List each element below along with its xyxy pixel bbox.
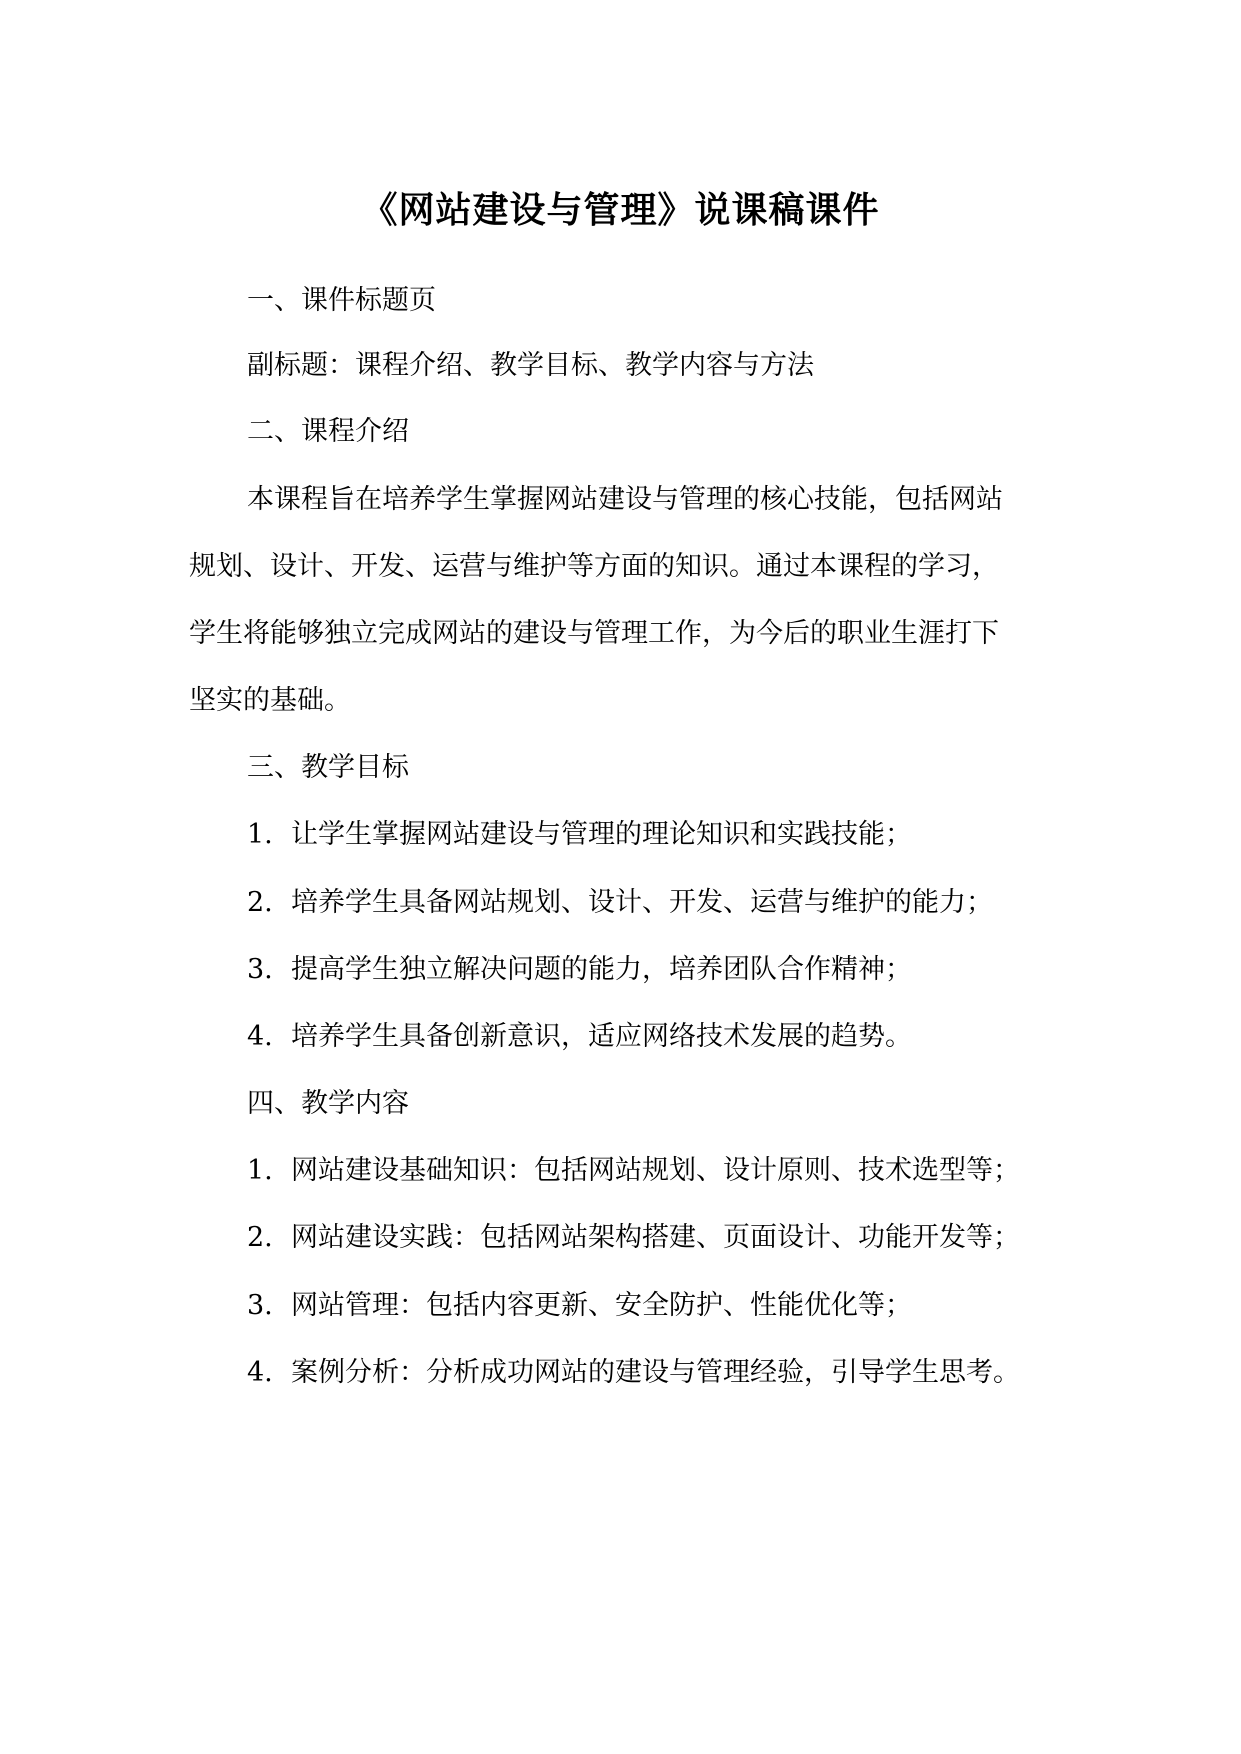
list-item <box>247 1218 1117 1258</box>
list-item-text: 让学生掌握网站建设与管理的理论知识和实践技能； <box>291 819 912 850</box>
section-heading-1: 一、课件标题页 <box>247 285 436 316</box>
list-item-number: 4. <box>247 1021 273 1052</box>
list-item <box>247 883 1117 923</box>
list-item-number: 4. <box>247 1357 273 1388</box>
list-item <box>247 950 1117 990</box>
paragraph-line: 规划、设计、开发、运营与维护等方面的知识。通过本课程的学习， <box>189 551 999 582</box>
list-item <box>247 1353 1117 1393</box>
section-heading-2: 二、课程介绍 <box>247 416 409 447</box>
paragraph-line: 本课程旨在培养学生掌握网站建设与管理的核心技能，包括网站 <box>247 484 1003 515</box>
section-heading-4: 四、教学内容 <box>247 1088 409 1119</box>
list-item <box>247 1151 1117 1191</box>
list-item-text: 培养学生具备网站规划、设计、开发、运营与维护的能力； <box>291 887 993 918</box>
list-item-number: 2. <box>247 887 273 918</box>
list-item-text: 网站建设实践：包括网站架构搭建、页面设计、功能开发等； <box>291 1222 1020 1253</box>
list-item-number: 3. <box>247 1290 273 1321</box>
document-title: 《网站建设与管理》说课稿课件 <box>361 190 880 231</box>
section-heading-3: 三、教学目标 <box>247 752 409 783</box>
paragraph-line: 学生将能够独立完成网站的建设与管理工作，为今后的职业生涯打下 <box>189 618 999 649</box>
list-item <box>247 1017 1117 1057</box>
list-item-text: 培养学生具备创新意识，适应网络技术发展的趋势。 <box>291 1021 912 1052</box>
list-item-number: 3. <box>247 954 273 985</box>
list-item-number: 2. <box>247 1222 273 1253</box>
subtitle-line: 副标题：课程介绍、教学目标、教学内容与方法 <box>247 350 814 381</box>
paragraph-line: 坚实的基础。 <box>189 685 351 716</box>
list-item-text: 提高学生独立解决问题的能力，培养团队合作精神； <box>291 954 912 985</box>
list-item-text: 网站管理：包括内容更新、安全防护、性能优化等； <box>291 1290 912 1321</box>
list-item-number: 1. <box>247 819 273 850</box>
list-item-number: 1. <box>247 1155 273 1186</box>
list-item-text: 案例分析：分析成功网站的建设与管理经验，引导学生思考。 <box>291 1357 1020 1388</box>
list-item <box>247 815 1117 855</box>
list-item <box>247 1286 1117 1326</box>
list-item-text: 网站建设基础知识：包括网站规划、设计原则、技术选型等； <box>291 1155 1020 1186</box>
